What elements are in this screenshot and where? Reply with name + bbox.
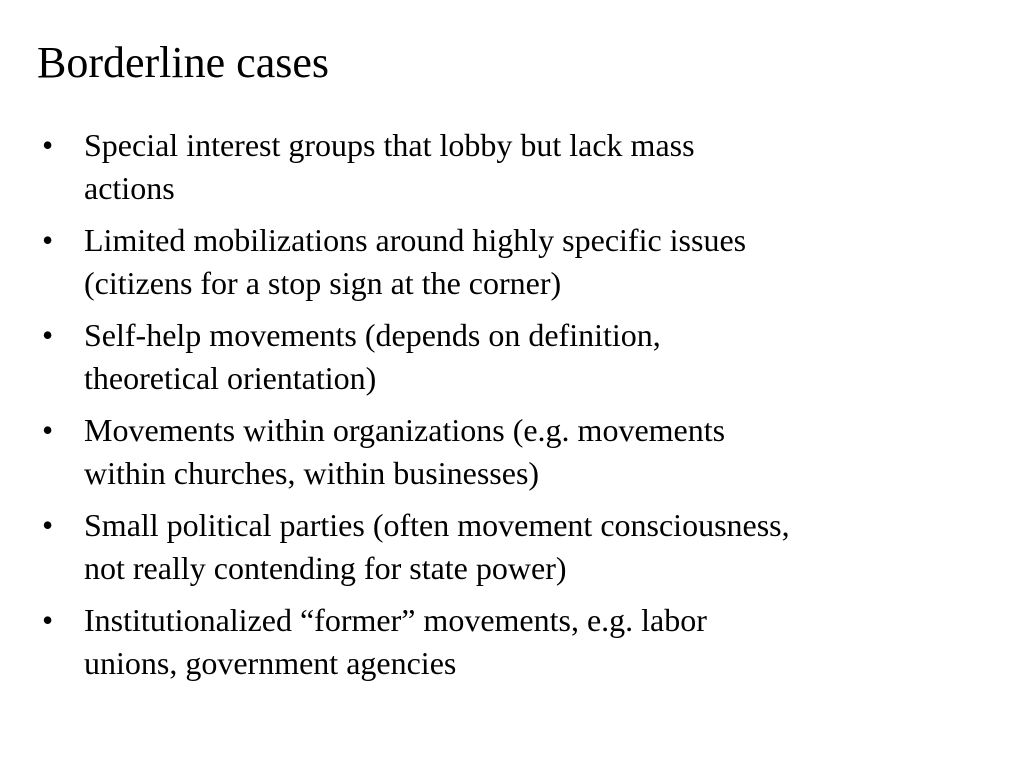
bullet-text-line: Limited mobilizations around highly specific issues [84, 222, 747, 258]
bullet-dot-icon: • [42, 317, 54, 353]
bullet-text-line: unions, government agencies [84, 645, 457, 681]
bullet-text-line: within churches, within businesses) [84, 455, 540, 491]
bullet-dot-icon: • [42, 507, 54, 543]
bullet-item [38, 409, 978, 495]
bullet-dot-icon: • [42, 602, 54, 638]
bullet-text-line: actions [84, 170, 175, 206]
bullet-text-line: Movements within organizations (e.g. movements [84, 412, 726, 448]
bullet-text-line: Self-help movements (depends on definition, [84, 317, 661, 353]
bullet-list [38, 124, 978, 694]
bullet-item [38, 124, 978, 210]
bullet-item [38, 314, 978, 400]
bullet-item [38, 219, 978, 305]
bullet-text-line: Special interest groups that lobby but lack mass [84, 127, 695, 163]
bullet-text-line: Institutionalized “former” movements, e.g. labor [84, 602, 707, 638]
slide-title: Borderline cases [37, 38, 329, 87]
bullet-item [38, 599, 978, 685]
bullet-text-line: Small political parties (often movement consciousness, [84, 507, 790, 543]
bullet-item [38, 504, 978, 590]
bullet-text-line: (citizens for a stop sign at the corner) [84, 265, 562, 301]
bullet-dot-icon: • [42, 127, 54, 163]
bullet-dot-icon: • [42, 222, 54, 258]
bullet-text-line: theoretical orientation) [84, 360, 377, 396]
bullet-text-line: not really contending for state power) [84, 550, 567, 586]
bullet-dot-icon: • [42, 412, 54, 448]
